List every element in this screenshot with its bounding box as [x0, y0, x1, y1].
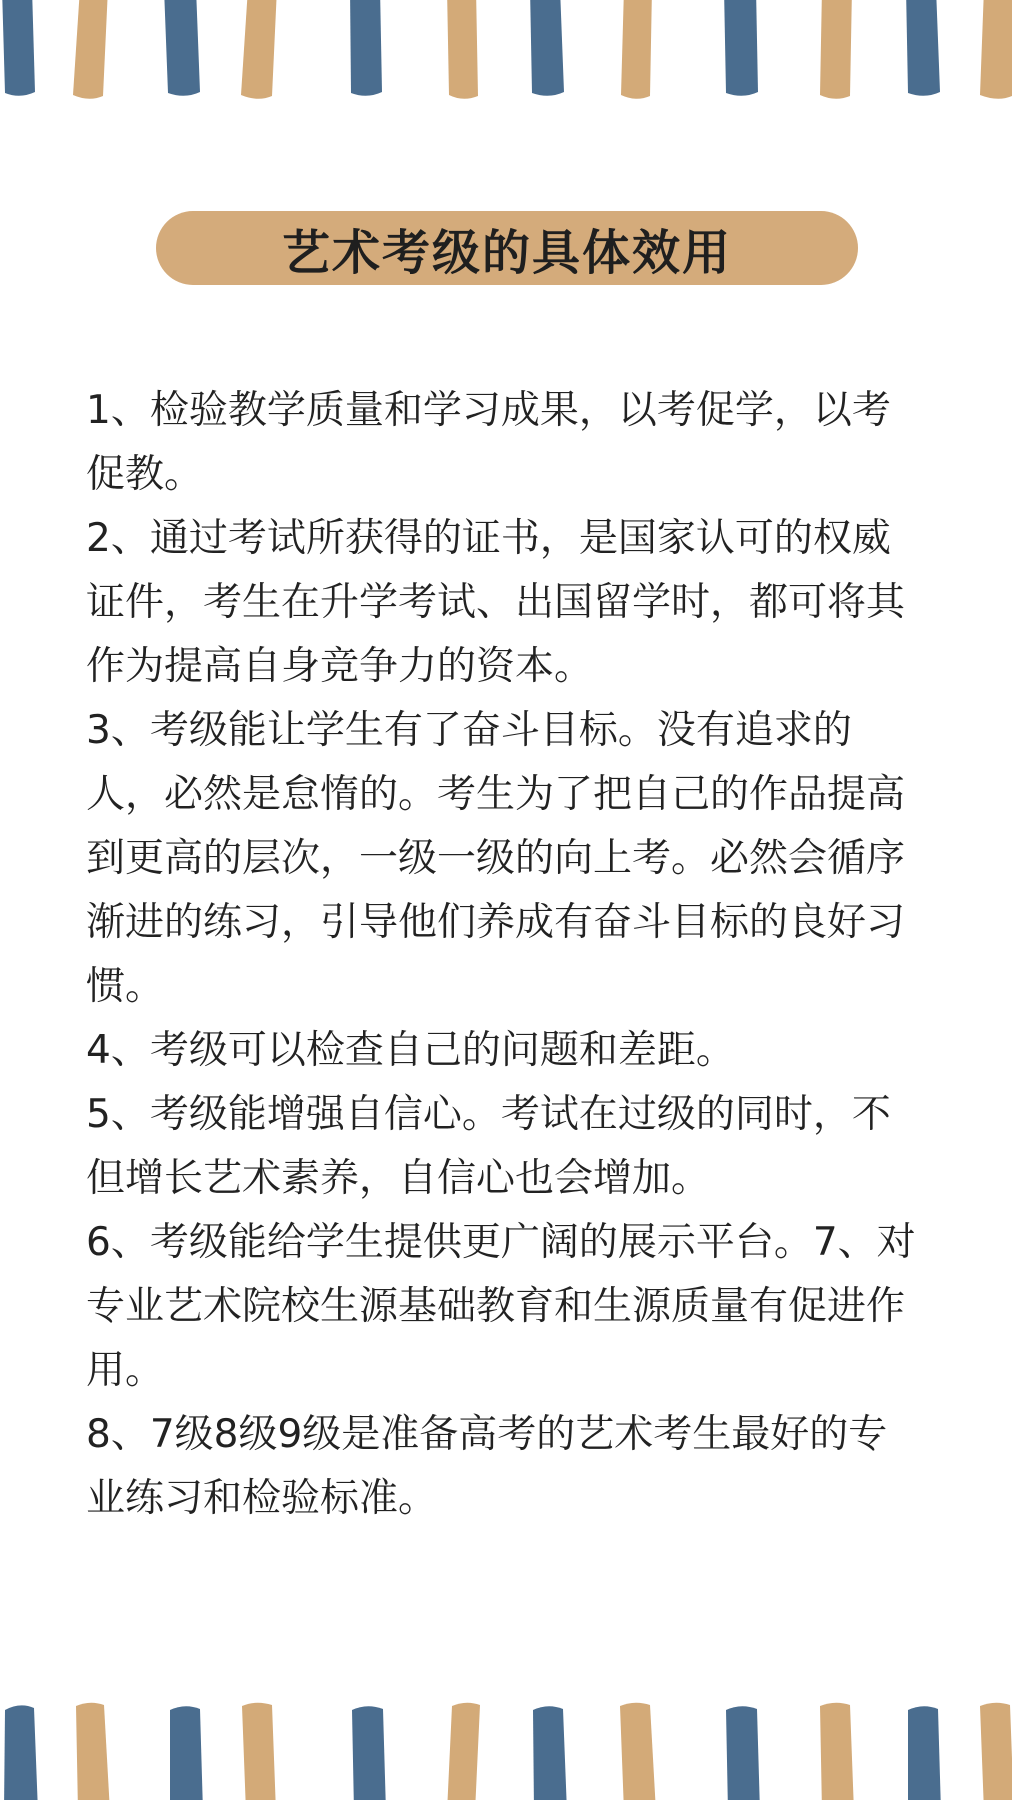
stripe [447, 1703, 480, 1800]
stripe [164, 0, 200, 96]
list-item: 1、检验教学质量和学习成果，以考促学，以考促教。 [86, 388, 891, 497]
list-item: 2、通过考试所获得的证书，是国家认可的权威证件，考生在升学考试、出国留学时，都可将其作为提高自身竞争力的资本。 [86, 516, 906, 689]
stripe [352, 1706, 386, 1800]
stripe [350, 0, 382, 96]
stripe [980, 1703, 1012, 1800]
content-list [86, 379, 926, 1531]
bottom-stripe-border [0, 1700, 1012, 1800]
stripe [73, 0, 108, 99]
stripe [241, 0, 277, 99]
title-banner [156, 211, 858, 285]
stripe [820, 1703, 854, 1800]
list-item: 3、考级能让学生有了奋斗目标。没有追求的人，必然是怠惰的。考生为了把自己的作品提高到更高的层次，一级一级的向上考。必然会循序渐进的练习，引导他们养成有奋斗目标的良好习惯。 [86, 708, 906, 1009]
stripe [447, 0, 478, 99]
stripe [906, 0, 940, 96]
stripe [533, 1706, 567, 1800]
list-item: 6、考级能给学生提供更广阔的展示平台。7、对专业艺术院校生源基础教育和生源质量有促进作用。 [86, 1220, 916, 1393]
stripe [530, 0, 564, 96]
stripe [726, 1706, 760, 1800]
stripe [908, 1706, 941, 1800]
stripe [76, 1703, 110, 1800]
stripe [724, 0, 758, 96]
stripe [620, 1703, 656, 1800]
stripe [820, 0, 852, 99]
stripe [621, 0, 652, 99]
stripe [170, 1706, 203, 1800]
stripe [980, 0, 1012, 99]
stripe [2, 0, 35, 96]
list-item: 4、考级可以检查自己的问题和差距。 [86, 1028, 735, 1073]
list-item: 5、考级能增强自信心。考试在过级的同时，不但增长艺术素养，自信心也会增加。 [86, 1092, 891, 1201]
stripe [4, 1705, 38, 1800]
page-title: 艺术考级的具体效用 [281, 224, 732, 281]
stripe [242, 1703, 276, 1800]
list-item: 8、7级8级9级是准备高考的艺术考生最好的专业练习和检验标准。 [86, 1412, 888, 1521]
top-stripe-border [0, 0, 1012, 100]
